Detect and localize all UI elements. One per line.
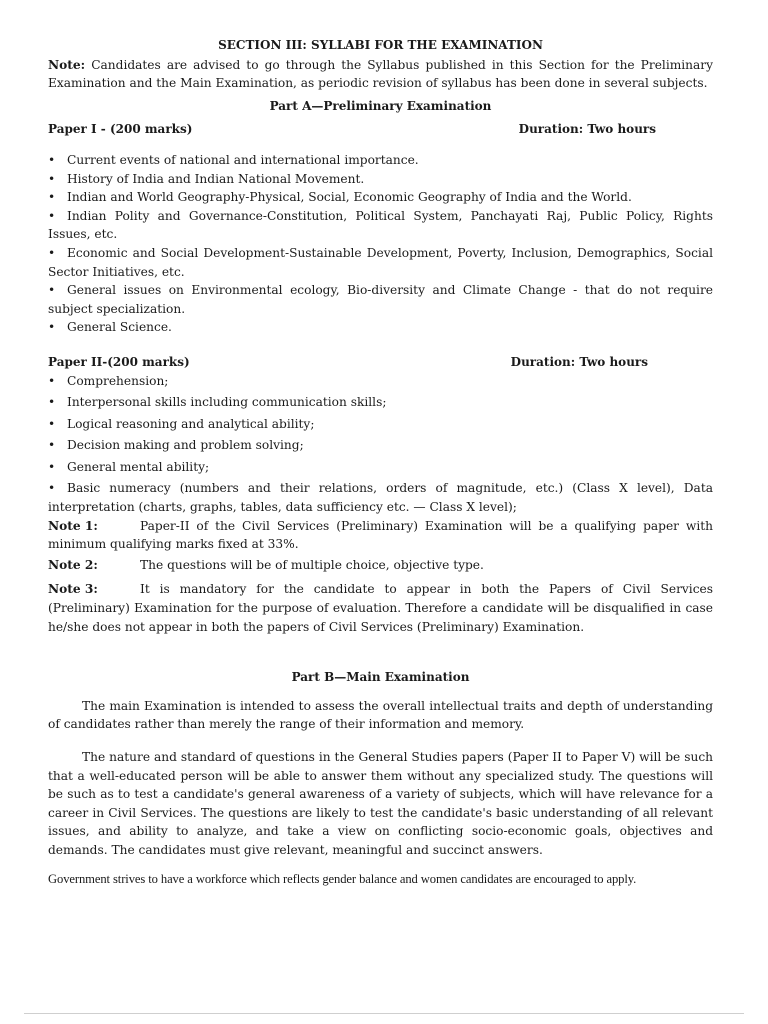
list-item: • Indian and World Geography-Physical, Social, Economic Geography of India and the World. bbox=[48, 188, 713, 207]
list-item: • Logical reasoning and analytical ability; bbox=[48, 415, 713, 434]
note-1-text: Paper-II of the Civil Services (Preliminary) Examination will be a qualifying paper with minimum qualifying marks fixed at 33%. bbox=[48, 518, 713, 552]
list-item: • General mental ability; bbox=[48, 458, 713, 477]
bullet-icon: • bbox=[48, 190, 56, 205]
part-a-heading: Part A—Preliminary Examination bbox=[269, 98, 492, 113]
list-item: • Comprehension; bbox=[48, 372, 713, 391]
intro-note-text: Candidates are advised to go through the Syllabus published in this Section for the Preliminary Examination and the Main Examination, as periodic revision of syllabus has been done in several subjects. bbox=[48, 57, 714, 91]
page-bottom-divider bbox=[24, 1013, 744, 1014]
note-1 bbox=[48, 517, 713, 554]
syllabus-page bbox=[48, 36, 713, 901]
paper1-title: Paper I - (200 marks) bbox=[48, 122, 193, 137]
paper2-duration: Duration: Two hours bbox=[510, 354, 648, 369]
paper1-header bbox=[48, 120, 713, 139]
intro-note-label: Note: bbox=[48, 57, 86, 72]
paper2-header bbox=[48, 353, 713, 372]
gender-balance-statement: Government strives to have a workforce which reflects gender balance and women candidates are encouraged to apply. bbox=[48, 871, 637, 886]
list-item: • Economic and Social Development-Sustainable Development, Poverty, Inclusion, Demographics, Social Sector Initiatives, etc. bbox=[48, 245, 713, 279]
note-3 bbox=[48, 580, 713, 636]
section-title: SECTION III: SYLLABI FOR THE EXAMINATION bbox=[218, 38, 543, 52]
note-3-label: Note 3: bbox=[48, 582, 98, 597]
list-item: • Current events of national and international importance. bbox=[48, 151, 713, 170]
bullet-icon: • bbox=[48, 283, 56, 298]
paper2-title: Paper II-(200 marks) bbox=[48, 354, 190, 369]
note-2 bbox=[48, 556, 713, 575]
bullet-icon: • bbox=[48, 395, 56, 410]
bullet-icon: • bbox=[48, 208, 56, 223]
list-item: • General Science. bbox=[48, 318, 713, 337]
paper1-duration: Duration: Two hours bbox=[518, 122, 656, 137]
bullet-icon: • bbox=[48, 320, 56, 335]
note-2-text: The questions will be of multiple choice, objective type. bbox=[140, 557, 484, 572]
bullet-icon: • bbox=[48, 245, 56, 260]
part-b-heading: Part B—Main Examination bbox=[291, 670, 470, 685]
main-exam-paragraph-1: The main Examination is intended to assess the overall intellectual traits and depth of understanding of candidates rather than merely the range of their information and memory. bbox=[48, 698, 713, 732]
bullet-icon: • bbox=[48, 438, 56, 453]
bullet-icon: • bbox=[48, 373, 56, 388]
bullet-icon: • bbox=[48, 481, 56, 496]
list-item: • Decision making and problem solving; bbox=[48, 436, 713, 455]
note-3-text: It is mandatory for the candidate to appear in both the Papers of Civil Services (Preliminary) Examination for the purpose of evaluation. Therefore a candidate will be disqualified in case he/she does not appear in both the papers of Civil Services (Preliminary) Examination. bbox=[48, 582, 713, 634]
paper1-topic-list bbox=[48, 151, 713, 337]
bullet-icon: • bbox=[48, 171, 56, 186]
bullet-icon: • bbox=[48, 459, 56, 474]
note-1-label: Note 1: bbox=[48, 518, 98, 533]
bullet-icon: • bbox=[48, 416, 56, 431]
list-item: • General issues on Environmental ecology, Bio-diversity and Climate Change - that do not require subject specialization. bbox=[48, 283, 713, 316]
bullet-icon: • bbox=[48, 152, 56, 167]
list-item: • Interpersonal skills including communication skills; bbox=[48, 393, 713, 412]
main-exam-paragraph-2: The nature and standard of questions in the General Studies papers (Paper II to Paper V) will be such that a well-educated person will be able to answer them without any specialized study. The questions will be such as to test a candidate's general awareness of a variety of subjects, which will have relevance for a career in Civil Services. The questions are likely to test the candidate's basic understanding of all relevant issues, and ability to analyze, and take a view on conflicting socio-economic goals, objectives and demands. The candidates must give relevant, meaningful and succinct answers. bbox=[48, 750, 713, 857]
paper2-topic-list bbox=[48, 372, 713, 517]
list-item: • Indian Polity and Governance-Constitution, Political System, Panchayati Raj, Public Policy, Rights Issues, etc. bbox=[48, 208, 713, 242]
list-item: • Basic numeracy (numbers and their relations, orders of magnitude, etc.) (Class X level), Data interpretation (charts, graphs, tables, data sufficiency etc. — Class X level); bbox=[48, 481, 713, 515]
intro-note bbox=[48, 56, 713, 93]
note-2-label: Note 2: bbox=[48, 557, 98, 572]
list-item: • History of India and Indian National Movement. bbox=[48, 170, 713, 189]
